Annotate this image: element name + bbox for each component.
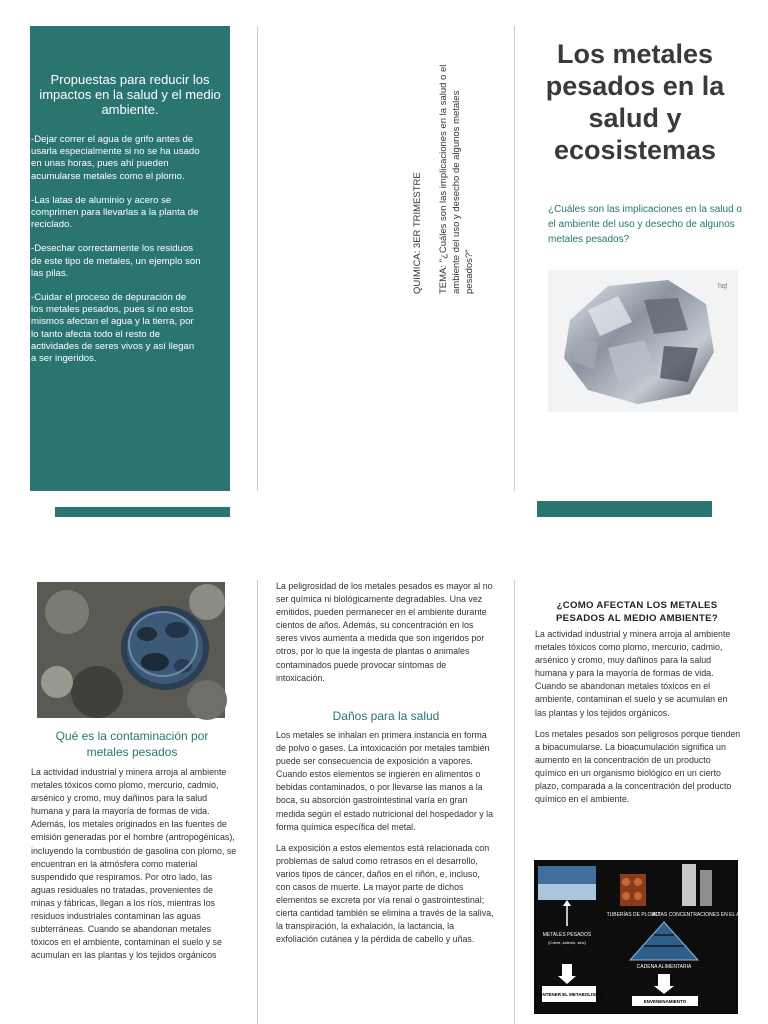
fold-line xyxy=(514,26,515,491)
diagram-label-cadena: CADENA ALIMENTARIA xyxy=(636,964,692,970)
proposal-item: -Cuidar el proceso de depuración de los metales pesados, pues si no estos mismos afectan el agua y la tierra, por lo tanto afecta todo el resto de actividades de seres vivos y así llegan a ser ingeridos. xyxy=(31,292,195,365)
subject-label: QUIMICA: 3ER TRIMESTRE xyxy=(412,172,423,294)
diagram-label-metales-sub: (Cobre, zalenio, zinc) xyxy=(548,940,586,945)
metal-crystal-image xyxy=(548,270,738,412)
accent-bar-left xyxy=(55,507,230,517)
diagram-label-aire: ALTAS CONCENTRACIONES EN EL AIRE xyxy=(652,912,748,918)
health-text xyxy=(276,729,496,955)
proposals-list xyxy=(31,134,201,377)
vertical-label xyxy=(412,44,476,294)
proposals-title: Propuestas para reducir los impactos en la salud y el medio ambiente. xyxy=(39,72,221,117)
fold-line xyxy=(514,580,515,1024)
page-title: Los metales pesados en la salud y ecosistemas xyxy=(545,39,725,165)
health-paragraph: La exposición a estos elementos está relacionada con problemas de salud como retrasos en el desarrollo, varios tipos de cáncer, daños en el riñón, e, incluso, con casos de muerte. La mayor parte de dichos elementos se excreta por vía renal o gastrointestinal; cierta cantidad también se elimina a través de la saliva, la transpiración, la exhalación, la lactancia, la exfoliación cutánea y la pérdida de cabello y uñas. xyxy=(276,842,494,945)
health-paragraph: Los metales se inhalan en primera instancia en forma de polvo o gases. La intoxicación por metales también puede ser consecuencia de exposición a vapores. Cuando estos elementos se ingieren en alimentos o bebidas contaminados, o por llevarse las manos a la boca, su absorción gastrointestinal varía en gran medida según el estado nutricional del hospedador y la forma química específica del metal. xyxy=(276,730,494,832)
diagram-label-tuberias: TUBERÍAS DE PLOMO xyxy=(606,912,660,918)
diagram-label-envenenamiento: ENVENENAMIENTO xyxy=(643,999,687,1004)
contamination-heading: Qué es la contaminación por metales pesados xyxy=(55,729,209,759)
environment-text xyxy=(535,628,741,814)
fold-line xyxy=(257,580,258,1024)
environment-paragraph: Los metales pesados son peligrosos porque tienden a bioacumularse. La bioacumulación significa un aumento en la concentración de un producto químico en un organismo biológico en un cierto plazo, comparada a la concentración del producto químico en el ambiente. xyxy=(535,728,741,805)
proposal-item: -Las latas de aluminio y acero se comprimen para llevarlas a la planta de reciclado. xyxy=(31,194,199,231)
danger-paragraph: La peligrosidad de los metales pesados es mayor al no ser química ni biológicamente degradables. Una vez emitidos, pueden permanecer en el ambiente durante cientos de años. Además, su concentración en los seres vivos aumenta a medida que son ingeridos por otros, por lo que la ingesta de plantas o animales contaminados puede provocar síntomas de intoxicación. xyxy=(276,581,493,683)
image-watermark: hq! xyxy=(718,283,728,290)
environment-heading: ¿COMO AFECTAN LOS METALES PESADOS AL MEDIO AMBIENTE? xyxy=(555,600,719,624)
proposal-item: -Desechar correctamente los residuos de este tipo de metales, un ejemplo son las pilas. xyxy=(31,243,201,279)
fold-line xyxy=(257,26,258,491)
diagram-label-metabolismo: MANTENER EL METABOLISMO xyxy=(535,992,603,997)
environment-paragraph: La actividad industrial y minera arroja al ambiente metales tóxicos como plomo, mercurio, cadmio, arsénico y cromo, muy dañinos para la salud humana y para la mayoría de formas de vida. Cuando se abandonan metales tóxicos en el ambiente, contaminan el suelo y se acumulan en las plantas y los tejidos orgánicos. xyxy=(535,629,731,718)
diagram-label-metales: METALES PESADOS xyxy=(542,932,592,938)
topic-label: TEMA: "¿Cuáles son las implicaciones en la salud o el ambiente del uso y desecho de algunos metales pesados?" xyxy=(438,64,475,294)
health-heading: Daños para la salud xyxy=(332,709,440,723)
bioaccumulation-diagram xyxy=(534,860,748,1014)
contamination-paragraph: La actividad industrial y minera arroja al ambiente metales tóxicos como plomo, mercurio, cadmio, arsénico y cromo, muy dañinos para la salud humana y para la mayoría de formas de vida. Además, los metales originados en las fuentes de emisión generadas por el hombre (antropogénicas), incluyendo la combustión de gasolina con plomo, se encuentran en la atmósfera como material suspendido que respiramos. Por otro lado, las aguas residuales no tratadas, provenientes de minas y fábricas, llegan a los ríos, mientras los residuos industriales contaminan las aguas subterráneas. Cuando se abandonan metales tóxicos en el ambiente, contaminan el suelo y se acumulan en las plantas y los tejidos orgánicos xyxy=(31,767,237,961)
accent-bar-right xyxy=(537,501,712,517)
middle-column xyxy=(276,580,496,693)
contamination-photo xyxy=(37,582,225,718)
proposal-item: -Dejar correr el agua de grifo antes de usarla especialmente si no se ha usado en unas horas, pues ahí pueden acumularse metales como el plomo. xyxy=(31,134,200,182)
contamination-text xyxy=(31,766,237,970)
cover-question: ¿Cuáles son las implicaciones en la salud o el ambiente del uso y desecho de algunos metales pesados? xyxy=(548,204,742,245)
